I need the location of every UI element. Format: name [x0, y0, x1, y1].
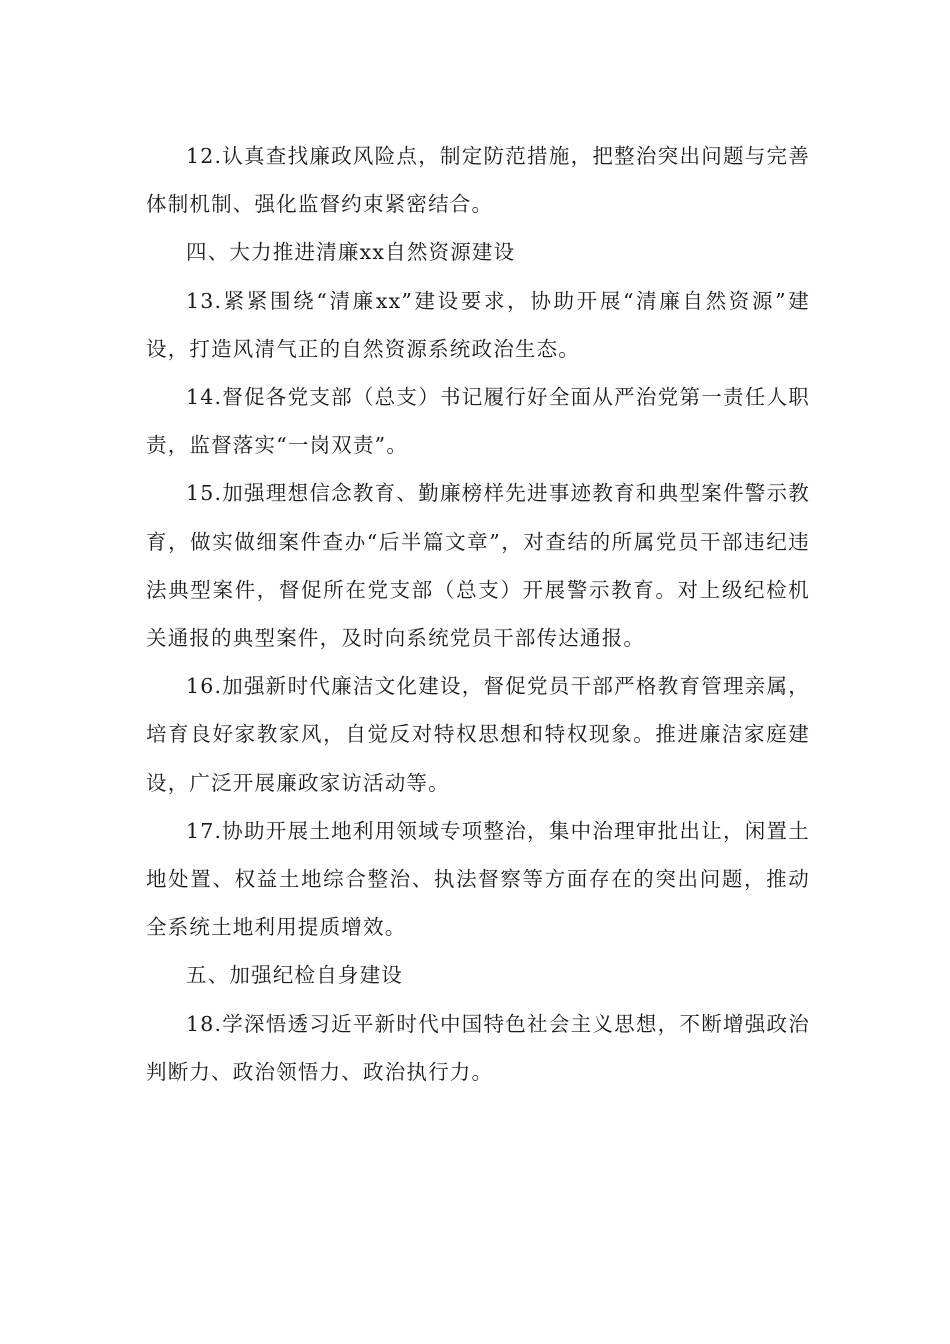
paragraph-item-14: 14.督促各党支部（总支）书记履行好全面从严治党第一责任人职责，监督落实“一岗双责”。	[146, 385, 810, 458]
paragraph-item-16: 16.加强新时代廉洁文化建设，督促党员干部严格教育管理亲属，培育良好家教家风，自觉反对特权思想和特权现象。推进廉洁家庭建设，广泛开展廉政家访活动等。	[146, 674, 810, 795]
paragraph-item-13: 13.紧紧围绕“清廉xx”建设要求，协助开展“清廉自然资源”建设，打造风清气正的自然资源系统政治生态。	[146, 288, 810, 361]
paragraph-item-17: 17.协助开展土地利用领域专项整治，集中治理审批出让，闲置土地处置、权益土地综合整治、执法督察等方面存在的突出问题，推动全系统土地利用提质增效。	[146, 818, 810, 940]
paragraph-item-12: 12.认真查找廉政风险点，制定防范措施，把整治突出问题与完善体制机制、强化监督约束紧密结合。	[146, 144, 810, 217]
document-body	[146, 132, 810, 1096]
paragraph-item-15: 15.加强理想信念教育、勤廉榜样先进事迹教育和典型案件警示教育，做实做细案件查办“后半篇文章”，对查结的所属党员干部违纪违法典型案件，督促所在党支部（总支）开展警示教育。对上级纪检机关通报的典型案件，及时向系统党员干部传达通报。	[146, 481, 810, 651]
paragraph-item-18: 18.学深悟透习近平新时代中国特色社会主义思想，不断增强政治判断力、政治领悟力、政治执行力。	[146, 1011, 810, 1084]
section-heading-4: 四、大力推进清廉xx自然资源建设	[186, 240, 516, 265]
section-heading-5: 五、加强纪检自身建设	[186, 963, 403, 988]
